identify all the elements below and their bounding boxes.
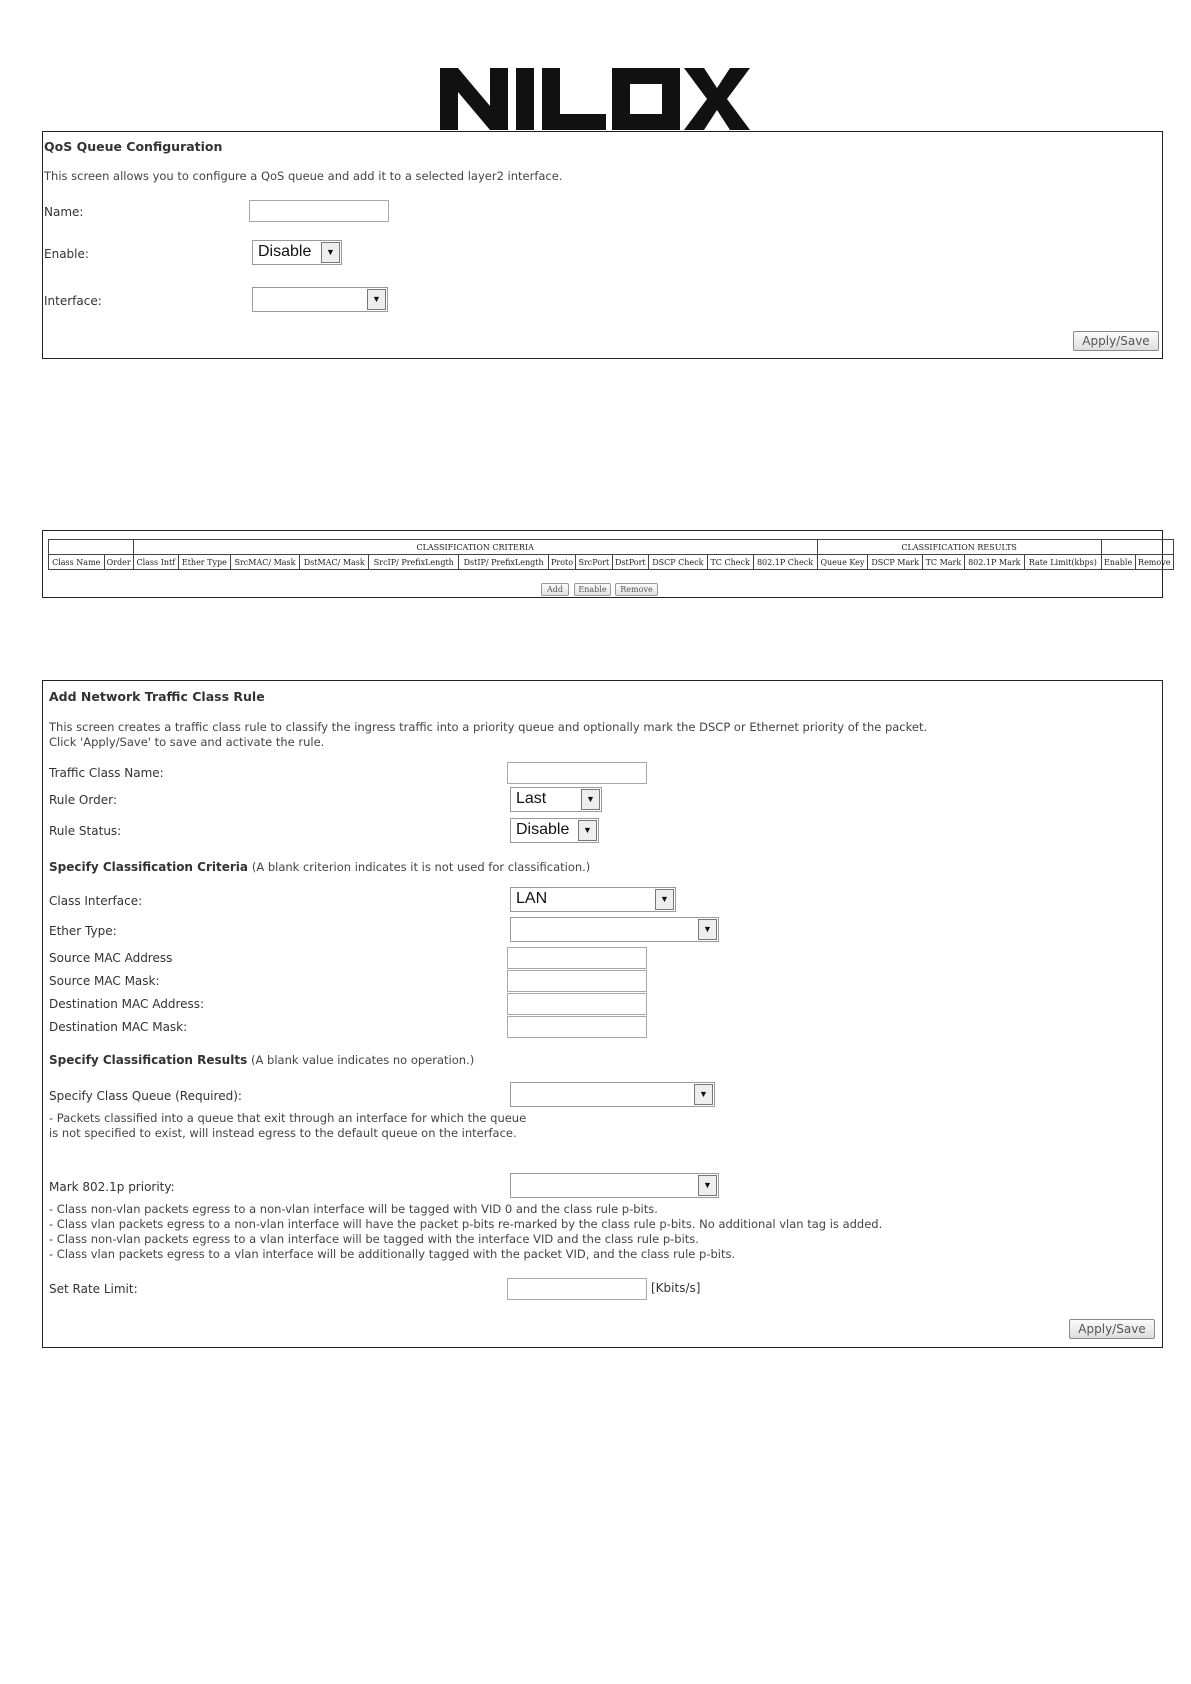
- queue-interface-select[interactable]: [252, 287, 388, 312]
- queue-enable-label: Enable:: [44, 247, 89, 261]
- chevron-down-icon[interactable]: ▼: [581, 789, 600, 810]
- rate-limit-label: Set Rate Limit:: [49, 1282, 138, 1296]
- enable-rule-button[interactable]: Enable: [574, 583, 611, 596]
- col-class-intf: Class Intf: [133, 555, 178, 570]
- rate-limit-input[interactable]: [507, 1278, 647, 1300]
- queue-enable-value: Disable: [258, 243, 312, 260]
- rule-order-label: Rule Order:: [49, 793, 117, 807]
- col-srcip-prefix: SrcIP/ PrefixLength: [369, 555, 459, 570]
- class-interface-value: LAN: [516, 890, 548, 907]
- traffic-rule-description-2: Click 'Apply/Save' to save and activate the rule.: [49, 735, 325, 749]
- priority-note-4: - Class vlan packets egress to a vlan interface will be additionally tagged with the packet VID, and the class rule p-bits.: [49, 1247, 736, 1261]
- chevron-down-icon[interactable]: ▼: [698, 1175, 717, 1196]
- col-proto: Proto: [549, 555, 576, 570]
- priority-note-3: - Class non-vlan packets egress to a vlan interface will be tagged with the interface VID and the class rule p-bits.: [49, 1232, 699, 1246]
- add-rule-button[interactable]: Add: [541, 583, 569, 596]
- criteria-note: (A blank criterion indicates it is not used for classification.): [251, 860, 591, 874]
- src-mac-mask-label: Source MAC Mask:: [49, 974, 160, 988]
- table-header-row: [49, 555, 1174, 570]
- col-dstmac-mask: DstMAC/ Mask: [300, 555, 369, 570]
- group-header-results: CLASSIFICATION RESULTS: [817, 540, 1101, 555]
- chevron-down-icon[interactable]: ▼: [321, 242, 340, 263]
- col-dstport: DstPort: [612, 555, 648, 570]
- rule-order-value: Last: [516, 790, 547, 807]
- col-tc-mark: TC Mark: [923, 555, 965, 570]
- col-srcmac-mask: SrcMAC/ Mask: [230, 555, 299, 570]
- chevron-down-icon[interactable]: ▼: [655, 889, 674, 910]
- class-name-input[interactable]: [507, 762, 647, 784]
- traffic-rule-title: Add Network Traffic Class Rule: [49, 689, 265, 704]
- results-note: (A blank value indicates no operation.): [251, 1053, 475, 1067]
- dst-mac-input[interactable]: [507, 993, 647, 1015]
- queue-note-1: - Packets classified into a queue that exit through an interface for which the queue: [49, 1111, 527, 1125]
- rule-apply-save-button[interactable]: Apply/Save: [1069, 1319, 1155, 1339]
- priority-note-1: - Class non-vlan packets egress to a non-vlan interface will be tagged with VID 0 and the class rule p-bits.: [49, 1202, 658, 1216]
- rule-order-select[interactable]: [510, 787, 602, 812]
- queue-config-title: QoS Queue Configuration: [44, 139, 223, 154]
- results-heading-row: [49, 1053, 474, 1067]
- classification-table: [48, 539, 1174, 570]
- queue-note-2: is not specified to exist, will instead egress to the default queue on the interface.: [49, 1126, 517, 1140]
- col-ether-type: Ether Type: [178, 555, 230, 570]
- queue-interface-label: Interface:: [44, 294, 102, 308]
- col-8021p-check: 802.1P Check: [753, 555, 817, 570]
- queue-enable-select[interactable]: [252, 240, 342, 265]
- priority-note-2: - Class vlan packets egress to a non-vlan interface will have the packet p-bits re-marked by the class rule p-bits. No additional vlan tag is added.: [49, 1217, 883, 1231]
- criteria-heading: Specify Classification Criteria: [49, 860, 248, 874]
- dst-mac-label: Destination MAC Address:: [49, 997, 205, 1011]
- src-mac-label: Source MAC Address: [49, 951, 173, 965]
- col-dscp-mark: DSCP Mark: [868, 555, 923, 570]
- dst-mac-mask-label: Destination MAC Mask:: [49, 1020, 188, 1034]
- queue-name-input[interactable]: [249, 200, 389, 222]
- col-rate-limit: Rate Limit(kbps): [1024, 555, 1101, 570]
- class-queue-select[interactable]: [510, 1082, 715, 1107]
- col-remove: Remove: [1135, 555, 1173, 570]
- col-enable: Enable: [1101, 555, 1135, 570]
- rule-status-select[interactable]: [510, 818, 599, 843]
- group-header-criteria: CLASSIFICATION CRITERIA: [133, 540, 817, 555]
- src-mac-mask-input[interactable]: [507, 970, 647, 992]
- col-order: Order: [104, 555, 133, 570]
- col-tc-check: TC Check: [707, 555, 753, 570]
- mark-priority-select[interactable]: [510, 1173, 719, 1198]
- col-8021p-mark: 802.1P Mark: [964, 555, 1024, 570]
- ether-type-label: Ether Type:: [49, 924, 117, 938]
- dst-mac-mask-input[interactable]: [507, 1016, 647, 1038]
- remove-rule-button[interactable]: Remove: [615, 583, 658, 596]
- table-group-header-row: [49, 540, 1174, 555]
- traffic-rule-description-1: This screen creates a traffic class rule to classify the ingress traffic into a priority queue and optionally mark the DSCP or Ethernet priority of the packet.: [49, 720, 928, 734]
- col-class-name: Class Name: [49, 555, 105, 570]
- nilox-logo: [440, 68, 750, 130]
- queue-apply-save-button[interactable]: Apply/Save: [1073, 331, 1159, 351]
- chevron-down-icon[interactable]: ▼: [694, 1084, 713, 1105]
- traffic-rule-panel: [42, 680, 1163, 1348]
- logo-text: NILOX: [595, 108, 598, 109]
- col-srcport: SrcPort: [576, 555, 612, 570]
- chevron-down-icon[interactable]: ▼: [367, 289, 386, 310]
- class-queue-label: Specify Class Queue (Required):: [49, 1089, 242, 1103]
- queue-name-label: Name:: [44, 205, 84, 219]
- results-heading: Specify Classification Results: [49, 1053, 248, 1067]
- src-mac-input[interactable]: [507, 947, 647, 969]
- rule-status-value: Disable: [516, 821, 570, 838]
- col-queue-key: Queue Key: [817, 555, 868, 570]
- rule-status-label: Rule Status:: [49, 824, 122, 838]
- queue-config-description: This screen allows you to configure a QoS queue and add it to a selected layer2 interface.: [44, 169, 563, 183]
- ether-type-select[interactable]: [510, 917, 719, 942]
- chevron-down-icon[interactable]: ▼: [698, 919, 717, 940]
- class-name-label: Traffic Class Name:: [49, 766, 164, 780]
- chevron-down-icon[interactable]: ▼: [578, 820, 597, 841]
- qos-queue-panel: [42, 131, 1163, 359]
- col-dstip-prefix: DstIP/ PrefixLength: [459, 555, 549, 570]
- classification-table-panel: [42, 530, 1171, 598]
- group-header-blank-right: [1101, 540, 1173, 555]
- rate-limit-unit: [Kbits/s]: [651, 1281, 701, 1295]
- class-interface-label: Class Interface:: [49, 894, 143, 908]
- col-dscp-check: DSCP Check: [648, 555, 707, 570]
- class-interface-select[interactable]: [510, 887, 676, 912]
- mark-priority-label: Mark 802.1p priority:: [49, 1180, 175, 1194]
- criteria-heading-row: [49, 860, 590, 874]
- group-header-blank: [49, 540, 134, 555]
